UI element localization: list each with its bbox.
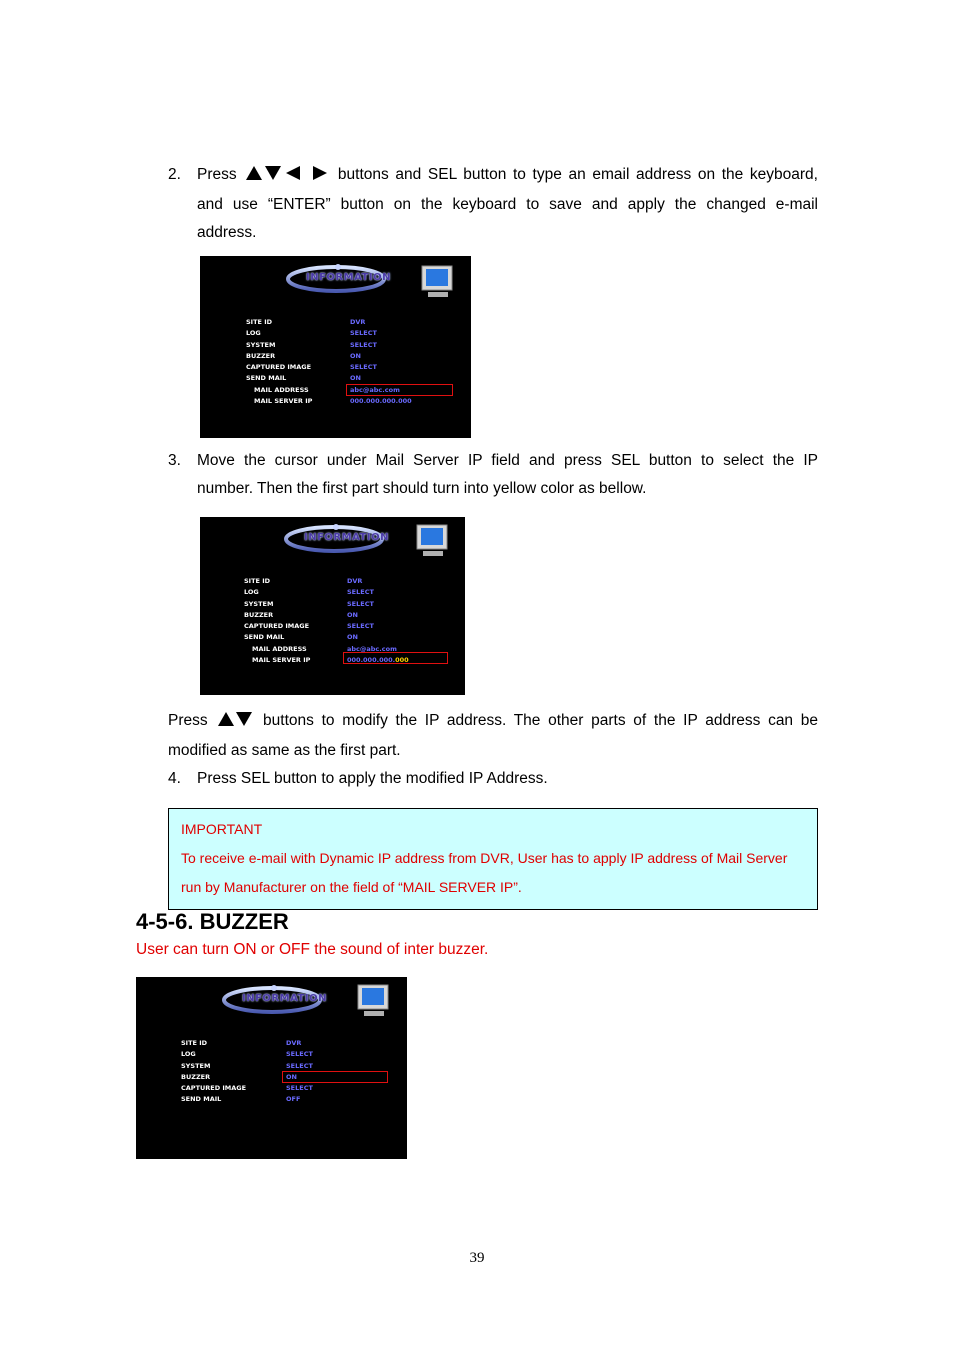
page-number: 39: [469, 1250, 485, 1266]
value-log: SELECT: [347, 588, 374, 597]
banner-title: INFORMATION: [306, 272, 391, 283]
label-mail-server-ip: MAIL SERVER IP: [254, 397, 313, 406]
important-line-2: run by Manufacturer on the field of “MAIL SERVER IP”.: [181, 879, 522, 895]
menu-labels: [244, 576, 310, 666]
press-word: Press: [197, 166, 237, 183]
value-send-mail: OFF: [286, 1095, 301, 1104]
value-mail-address: abc@abc.com: [350, 385, 400, 394]
banner-title: INFORMATION: [304, 532, 389, 543]
value-mail-address: abc@abc.com: [347, 644, 397, 653]
value-site-id: DVR: [347, 577, 363, 585]
label-mail-server-ip: MAIL SERVER IP: [252, 656, 311, 665]
label-mail-address: MAIL ADDRESS: [254, 385, 309, 394]
monitor-icon: [354, 983, 394, 1019]
step-number: 2.: [168, 166, 181, 183]
label-send-mail: SEND MAIL: [181, 1095, 222, 1104]
press-line-2: modified as same as the first part.: [168, 742, 401, 759]
important-line-1: To receive e-mail with Dynamic IP address from DVR, User has to apply IP address of Mail Server: [181, 850, 788, 866]
step-3-line-1: Move the cursor under Mail Server IP field and press SEL button to select the IP: [197, 452, 818, 469]
section-subtitle: User can turn ON or OFF the sound of inter buzzer.: [136, 941, 489, 958]
value-log: SELECT: [286, 1050, 313, 1059]
value-site-id: DVR: [286, 1039, 302, 1047]
press-paragraph-text: [168, 707, 818, 765]
press-line-1: [168, 707, 818, 737]
label-buzzer: BUZZER: [181, 1072, 211, 1081]
step-2-line-1: [197, 161, 818, 191]
value-buzzer: ON: [347, 610, 358, 619]
step-number: 3.: [168, 452, 181, 469]
important-box: [168, 808, 818, 910]
value-captured-image: SELECT: [347, 622, 374, 631]
selection-box: [282, 1071, 388, 1083]
value-system: SELECT: [286, 1061, 313, 1070]
label-site-id: SITE ID: [246, 318, 273, 326]
monitor-icon: [418, 264, 458, 300]
banner-title: INFORMATION: [242, 993, 327, 1004]
label-system: SYSTEM: [244, 599, 274, 608]
value-buzzer: ON: [350, 351, 361, 360]
step-2-text-1: buttons and SEL button to type an email address on the keyboard,: [337, 166, 818, 183]
dvr-screenshot-mail-server-ip: [200, 517, 465, 695]
arrow-keys-icon: [245, 163, 329, 191]
step-2-text: [197, 161, 818, 247]
label-captured-image: CAPTURED IMAGE: [246, 363, 312, 372]
dvr-screenshot-mail-address: [200, 256, 471, 438]
value-system: SELECT: [350, 340, 377, 349]
step-3-text: [197, 447, 818, 503]
label-system: SYSTEM: [181, 1061, 211, 1070]
label-captured-image: CAPTURED IMAGE: [244, 622, 310, 631]
value-mail-server-ip: 000.000.000.000: [350, 397, 412, 406]
label-system: SYSTEM: [246, 340, 276, 349]
press-word: Press: [168, 712, 208, 729]
label-captured-image: CAPTURED IMAGE: [181, 1084, 247, 1093]
step-4-text: Press SEL button to apply the modified IP Address.: [197, 770, 548, 787]
label-site-id: SITE ID: [181, 1039, 208, 1047]
ip-highlighted-part: 000: [395, 656, 409, 665]
label-mail-address: MAIL ADDRESS: [252, 644, 307, 653]
step-3-line-2: number. Then the first part should turn into yellow color as bellow.: [197, 480, 647, 497]
dvr-screenshot-buzzer: [136, 977, 407, 1159]
value-buzzer: ON: [286, 1072, 297, 1081]
label-buzzer: BUZZER: [244, 610, 274, 619]
value-captured-image: SELECT: [286, 1084, 313, 1093]
menu-labels: [246, 317, 312, 407]
label-log: LOG: [246, 329, 261, 338]
label-log: LOG: [244, 588, 259, 597]
ip-prefix: 000.000.000.: [347, 656, 396, 665]
step-2-line-3: address.: [197, 224, 257, 241]
value-log: SELECT: [350, 329, 377, 338]
value-site-id: DVR: [350, 318, 366, 326]
menu-labels: [181, 1038, 246, 1106]
label-send-mail: SEND MAIL: [244, 633, 285, 642]
label-site-id: SITE ID: [244, 577, 271, 585]
label-buzzer: BUZZER: [246, 351, 276, 360]
label-send-mail: SEND MAIL: [246, 374, 287, 383]
selection-box: [343, 652, 448, 664]
press-text-1: buttons to modify the IP address. The other parts of the IP address can be: [263, 712, 818, 729]
label-log: LOG: [181, 1050, 196, 1059]
value-send-mail: ON: [347, 633, 358, 642]
value-send-mail: ON: [350, 374, 361, 383]
section-heading: 4-5-6. BUZZER: [136, 909, 289, 934]
step-number: 4.: [168, 770, 181, 787]
step-2-line-2: and use “ENTER” button on the keyboard to save and apply the changed e-mail: [197, 196, 818, 213]
value-system: SELECT: [347, 599, 374, 608]
value-captured-image: SELECT: [350, 363, 377, 372]
selection-box: [346, 384, 453, 396]
monitor-icon: [413, 523, 453, 559]
up-down-arrow-icon: [217, 709, 253, 737]
important-title: IMPORTANT: [181, 821, 263, 837]
